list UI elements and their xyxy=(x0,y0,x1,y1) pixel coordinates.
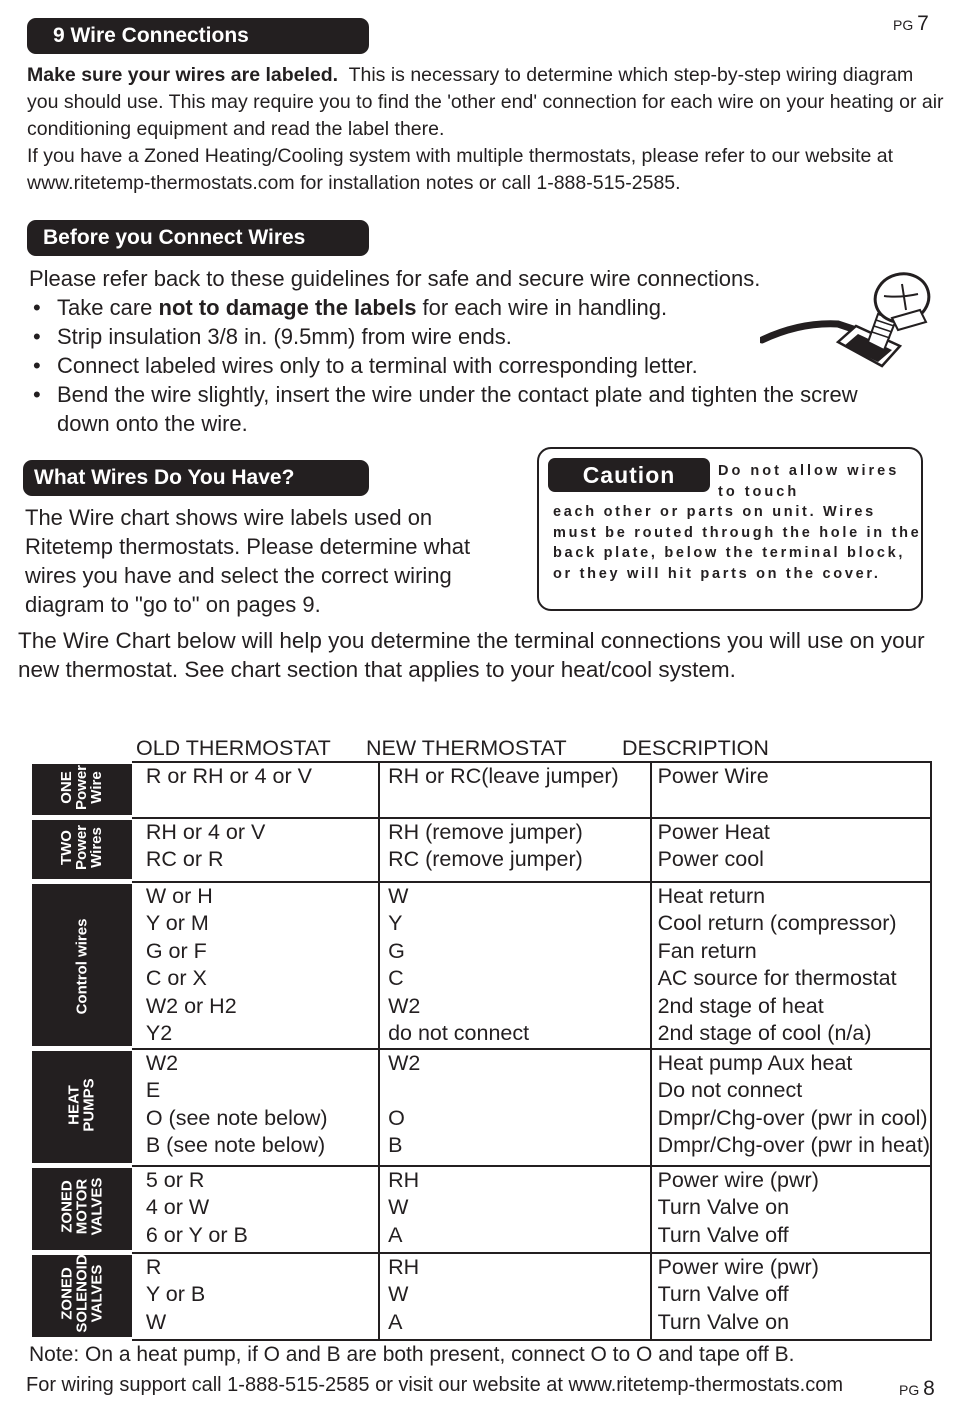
cell-line: Turn Valve on xyxy=(657,1195,790,1219)
guideline-item: • Bend the wire slightly, insert the wire under the contact plate and tighten the screw down onto the wire. xyxy=(53,380,869,438)
section-header-before-connect: Before you Connect Wires xyxy=(27,220,369,256)
wire-group-row xyxy=(33,762,931,818)
cell-line: RH or RC(leave jumper) xyxy=(388,763,619,788)
page-num: 8 xyxy=(923,1377,935,1400)
col-header-new: NEW THERMOSTAT xyxy=(366,736,567,760)
cell-line: W xyxy=(388,1282,409,1306)
cell-line: Dmpr/Chg-over (pwr in cool) xyxy=(657,1105,928,1130)
screw-terminal-illustration xyxy=(760,262,940,382)
wire-group-row xyxy=(33,1049,931,1166)
cell-line: Power wire (pwr) xyxy=(657,1254,819,1279)
cell-line: Fan return xyxy=(657,938,757,963)
col-header-desc: DESCRIPTION xyxy=(622,736,769,760)
old-thermostat-cell xyxy=(131,1166,379,1253)
page-prefix: PG xyxy=(899,1382,920,1398)
cell-line: W or H xyxy=(145,883,213,908)
cell-line: O xyxy=(388,1105,405,1130)
group-label-text xyxy=(59,825,104,870)
cell-line: Turn Valve off xyxy=(657,1282,789,1306)
support-footer: For wiring support call 1-888-515-2585 or visit our website at www.ritetemp-thermostats.com xyxy=(26,1374,843,1396)
description-cell xyxy=(651,818,931,882)
caution-label: Caution xyxy=(548,458,710,492)
description-cell xyxy=(651,1166,931,1253)
cell-line: 5 or R xyxy=(145,1167,205,1192)
section-header-wire-connections: 9 Wire Connections xyxy=(27,18,369,54)
group-label-line: MOTOR xyxy=(73,1178,91,1235)
guidelines-intro: Please refer back to these guidelines for safe and secure wire connections. xyxy=(29,266,761,291)
cell-line: Heat return xyxy=(657,883,766,908)
cell-line: C xyxy=(388,966,404,990)
cell-line: B xyxy=(388,1133,403,1157)
cell-line: 6 or Y or B xyxy=(145,1222,248,1247)
description-cell xyxy=(651,1049,931,1166)
group-label-text xyxy=(59,1178,104,1236)
cell-line: RC or R xyxy=(145,847,224,871)
cell-line: Power cool xyxy=(657,847,764,871)
cell-line: Y2 xyxy=(145,1021,173,1045)
group-label-line: Wire xyxy=(88,771,106,804)
group-label-line: VALVES xyxy=(88,1264,106,1323)
caution-box xyxy=(537,447,923,611)
group-label-line: TWO xyxy=(58,829,76,865)
old-thermostat-cell xyxy=(131,882,379,1049)
cell-line: Do not connect xyxy=(657,1078,803,1102)
guideline-item: • Take care not to damage the labels for each wire in handling. xyxy=(53,293,869,322)
group-label-text xyxy=(59,1255,104,1333)
group-label-text xyxy=(67,1078,97,1131)
group-label-line: HEAT xyxy=(65,1084,83,1125)
guideline-item: • Strip insulation 3/8 in. (9.5mm) from wire ends. xyxy=(53,322,869,351)
page-number-7 xyxy=(893,12,929,36)
cell-line: RH or 4 or V xyxy=(145,819,266,844)
cell-line: W xyxy=(388,883,409,908)
new-thermostat-cell xyxy=(379,818,651,882)
cell-line xyxy=(388,1077,650,1105)
group-label-line: Power xyxy=(73,824,91,870)
group-label-line: VALVES xyxy=(88,1177,106,1236)
cell-line: Heat pump Aux heat xyxy=(657,1050,853,1075)
cell-line: W xyxy=(145,1309,167,1334)
cell-line: Power Wire xyxy=(657,763,769,788)
wire-group-row xyxy=(33,1166,931,1253)
cell-line: C or X xyxy=(145,966,207,990)
cell-line: Power wire (pwr) xyxy=(657,1167,819,1192)
cell-line: W xyxy=(388,1195,409,1219)
new-thermostat-cell xyxy=(379,762,651,818)
bold-intro: Make sure your wires are labeled. xyxy=(27,64,339,86)
wire-group-row xyxy=(33,882,931,1049)
cell-line: B (see note below) xyxy=(145,1133,326,1157)
caution-text-1: Do not allow wires to touch xyxy=(718,463,900,500)
guideline-item: • Connect labeled wires only to a terminal with corresponding letter. xyxy=(53,351,869,380)
heat-pump-note: Note: On a heat pump, if O and B are both present, connect O to O and tape off B. xyxy=(29,1343,795,1366)
cell-line: G or F xyxy=(145,938,207,963)
group-label xyxy=(33,818,131,882)
new-thermostat-cell xyxy=(379,1049,651,1166)
group-label-line: SOLENOID xyxy=(73,1254,91,1333)
cell-line: RC (remove jumper) xyxy=(388,847,583,871)
cell-line: R or RH or 4 or V xyxy=(145,763,312,788)
group-label-line: ZONED xyxy=(58,1267,76,1320)
wire-group-row xyxy=(33,1253,931,1340)
description-cell xyxy=(651,762,931,818)
wire-chart-table xyxy=(32,759,932,1342)
new-thermostat-cell xyxy=(379,1166,651,1253)
group-label xyxy=(33,1166,131,1253)
chart-intro: The Wire Chart below will help you determine the terminal connections you will use on your new thermostat. See chart section that applies to your heat/cool system. xyxy=(18,628,925,682)
old-thermostat-cell xyxy=(131,1253,379,1340)
cell-line: Cool return (compressor) xyxy=(657,911,897,935)
group-label xyxy=(33,762,131,818)
cell-line: RH xyxy=(388,1254,420,1279)
zoned-text: If you have a Zoned Heating/Cooling system with multiple thermostats, please refer to our website at www.ritetemp-thermostats.com for installation notes or call 1-888-515-2585. xyxy=(27,145,894,194)
cell-line: Dmpr/Chg-over (pwr in heat) xyxy=(657,1133,930,1157)
group-label-line: PUMPS xyxy=(80,1078,98,1132)
new-thermostat-cell xyxy=(379,1253,651,1340)
cell-line: W2 xyxy=(145,1050,179,1075)
cell-line: O (see note below) xyxy=(145,1105,328,1130)
cell-line: G xyxy=(388,938,405,963)
cell-line: AC source for thermostat xyxy=(657,966,897,990)
cell-line: RH (remove jumper) xyxy=(388,819,583,844)
group-label xyxy=(33,882,131,1049)
group-label xyxy=(33,1253,131,1340)
group-label-text xyxy=(59,765,104,810)
cell-line: 4 or W xyxy=(145,1195,210,1219)
description-cell xyxy=(651,882,931,1049)
cell-line: do not connect xyxy=(388,1021,530,1045)
cell-line: Turn Valve off xyxy=(657,1222,789,1247)
section-header-what-wires: What Wires Do You Have? xyxy=(23,460,369,496)
cell-line: Y or M xyxy=(145,911,209,935)
page-num: 7 xyxy=(917,12,929,35)
cell-line: W2 xyxy=(388,1050,421,1075)
description-cell xyxy=(651,1253,931,1340)
wire-group-row xyxy=(33,818,931,882)
old-thermostat-cell xyxy=(131,762,379,818)
cell-line: 2nd stage of heat xyxy=(657,993,824,1018)
cell-line: 2nd stage of cool (n/a) xyxy=(657,1021,872,1045)
group-label-line: Power xyxy=(73,764,91,810)
what-wires-text: The Wire chart shows wire labels used on Ritetemp thermostats. Please determine what wires you have and select the correct wiring diagram to "go to" on pages 9. xyxy=(25,505,471,617)
caution-text-2: each other or parts on unit. Wires must be routed through the hole in the back plate, below the terminal block, or they will hit parts on the cover. xyxy=(553,504,922,582)
intro-text: This is necessary to determine which step-by-step wiring diagram you should use. This may require you to find the 'other end' connection for each wire on your heating or air conditioning equipment and read the label there. xyxy=(27,64,944,140)
group-label-line: Wires xyxy=(88,826,106,868)
group-label-line: ONE xyxy=(58,770,76,804)
cell-line: Power Heat xyxy=(657,819,770,844)
guidelines xyxy=(29,264,869,438)
cell-line: RH xyxy=(388,1167,420,1192)
cell-line: E xyxy=(145,1078,161,1102)
cell-line: W2 or H2 xyxy=(145,993,237,1018)
cell-line: A xyxy=(388,1222,403,1247)
group-label-line: ZONED xyxy=(58,1180,76,1234)
cell-line: Y xyxy=(388,911,403,935)
cell-line: R xyxy=(145,1254,162,1279)
group-label-text xyxy=(74,919,89,1015)
cell-line: W2 xyxy=(388,993,421,1018)
col-header-old: OLD THERMOSTAT xyxy=(136,736,331,760)
old-thermostat-cell xyxy=(131,1049,379,1166)
page-prefix: PG xyxy=(893,17,914,33)
group-label-line: Control wires xyxy=(73,918,91,1015)
guidelines-list xyxy=(29,293,869,438)
new-thermostat-cell xyxy=(379,882,651,1049)
old-thermostat-cell xyxy=(131,818,379,882)
cell-line: Y or B xyxy=(145,1282,206,1306)
cell-line: A xyxy=(388,1309,403,1334)
cell-line: Turn Valve on xyxy=(657,1309,790,1334)
page-number-8 xyxy=(899,1377,935,1401)
group-label xyxy=(33,1049,131,1166)
wire-label-paragraph xyxy=(27,62,947,197)
